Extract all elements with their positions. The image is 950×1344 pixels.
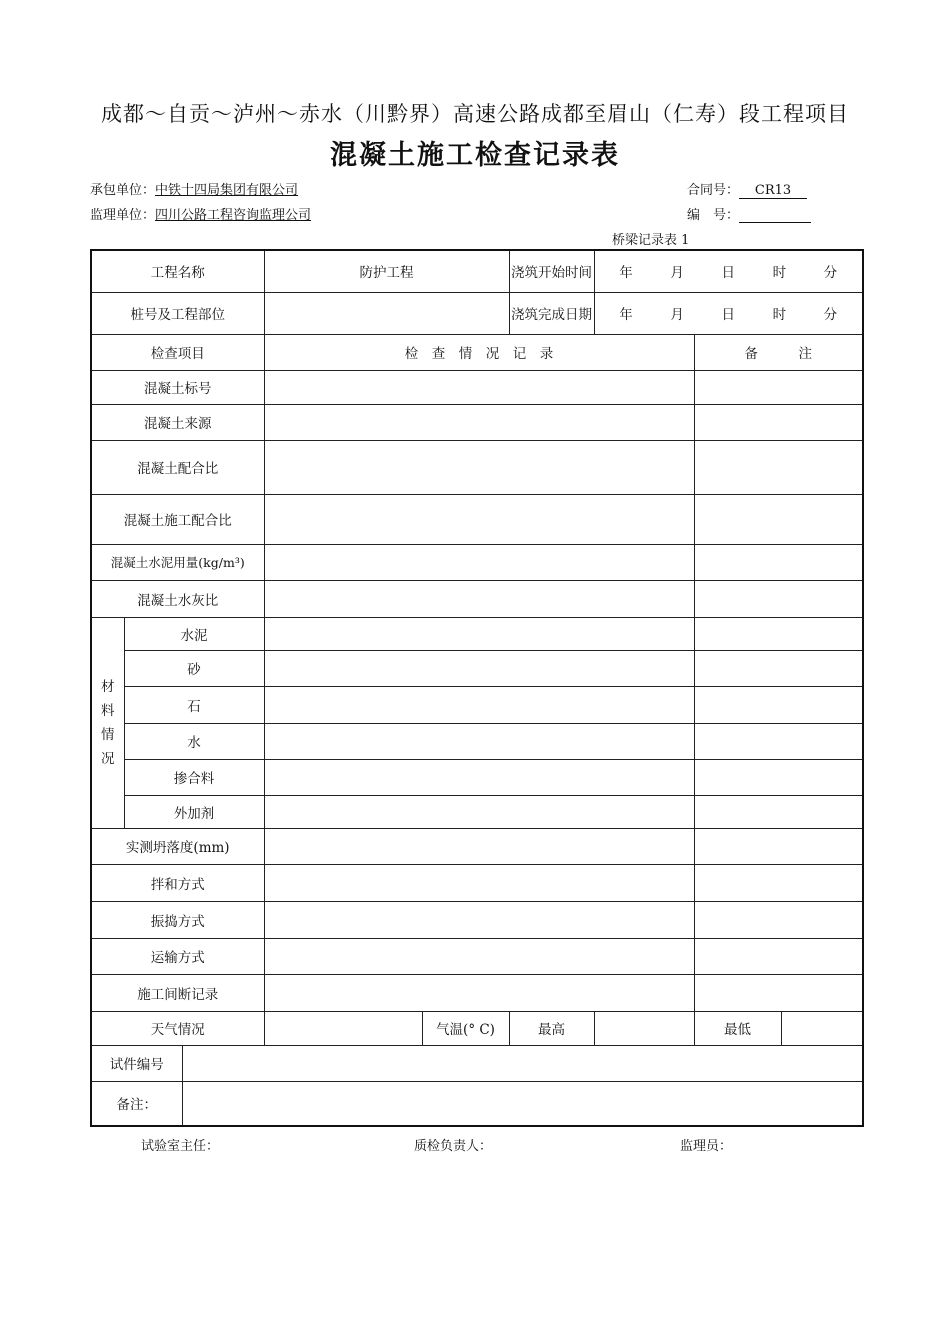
materials-char: 情 — [101, 726, 115, 743]
record-cell — [264, 938, 694, 974]
note-value — [182, 1081, 863, 1126]
date-unit-month: 月 — [670, 265, 684, 282]
contract-number: CR13 — [739, 183, 807, 199]
remark-cell — [694, 580, 863, 617]
number-field — [739, 207, 811, 223]
contractor-line — [90, 179, 298, 198]
date-unit-month: 月 — [670, 307, 684, 323]
specimen-row — [91, 1045, 863, 1081]
row-label: 混凝土水灰比 — [91, 580, 264, 617]
inspection-table — [90, 249, 864, 1127]
row-label: 混凝土施工配合比 — [91, 494, 264, 544]
record-cell — [264, 440, 694, 494]
pour-end-label: 浇筑完成日期 — [509, 292, 594, 334]
form-title: 混凝土施工检查记录表 — [330, 140, 620, 171]
remark-cell — [694, 759, 863, 795]
date-unit-day: 日 — [721, 307, 735, 323]
record-cell — [264, 580, 694, 617]
remark-cell — [694, 974, 863, 1011]
supervisor-line — [90, 204, 311, 223]
row-label: 混凝土配合比 — [91, 440, 264, 494]
supervisor-label: 监理单位： — [90, 208, 156, 223]
station-value — [264, 292, 509, 334]
note-row — [91, 1081, 863, 1126]
pour-start-label: 浇筑开始时间 — [509, 250, 594, 292]
specimen-label: 试件编号 — [91, 1045, 182, 1081]
check-item-header: 检查项目 — [91, 334, 264, 370]
row-label: 施工间断记录 — [91, 974, 264, 1011]
station-label: 桩号及工程部位 — [91, 292, 264, 334]
material-label: 外加剂 — [124, 795, 264, 828]
contractor-label: 承包单位： — [90, 183, 156, 198]
table-row — [91, 864, 863, 901]
row-label: 实测坍落度(mm) — [91, 828, 264, 864]
temperature-label: 气温(° C) — [422, 1011, 509, 1045]
record-cell — [264, 544, 694, 580]
pour-end-value — [594, 292, 863, 334]
contract-label: 合同号： — [687, 183, 740, 198]
materials-char: 况 — [101, 750, 115, 767]
row-label: 运输方式 — [91, 938, 264, 974]
max-temp-label: 最高 — [509, 1011, 594, 1045]
weather-value — [264, 1011, 422, 1045]
record-cell — [264, 864, 694, 901]
record-cell — [264, 723, 694, 759]
date-unit-year: 年 — [619, 265, 633, 282]
date-unit-day: 日 — [721, 265, 735, 282]
remark-cell — [694, 617, 863, 650]
max-temp-value — [594, 1011, 694, 1045]
material-label: 掺合料 — [124, 759, 264, 795]
material-label: 石 — [124, 686, 264, 723]
record-cell — [264, 650, 694, 686]
record-cell — [264, 901, 694, 938]
remark-cell — [694, 686, 863, 723]
contract-line — [687, 179, 807, 199]
number-line — [687, 204, 811, 223]
table-row — [91, 974, 863, 1011]
record-cell — [264, 494, 694, 544]
remark-cell — [694, 650, 863, 686]
remark-cell — [694, 544, 863, 580]
remark-cell — [694, 440, 863, 494]
table-row — [91, 580, 863, 617]
row-label: 混凝土标号 — [91, 370, 264, 404]
remark-cell — [694, 404, 863, 440]
date-unit-hour: 时 — [772, 265, 787, 282]
remark-cell — [694, 828, 863, 864]
table-row — [91, 650, 863, 686]
materials-group-label — [91, 617, 124, 828]
remark-cell — [694, 901, 863, 938]
row-label: 拌和方式 — [91, 864, 264, 901]
min-temp-label: 最低 — [694, 1011, 781, 1045]
table-row — [91, 686, 863, 723]
table-row — [91, 250, 863, 292]
pour-start-value — [594, 250, 863, 292]
record-cell — [264, 404, 694, 440]
table-row — [91, 901, 863, 938]
record-cell — [264, 686, 694, 723]
project-name-value: 防护工程 — [264, 250, 509, 292]
remark-cell — [694, 723, 863, 759]
materials-char: 料 — [101, 702, 115, 719]
remark-cell — [694, 494, 863, 544]
note-label: 备注： — [91, 1081, 182, 1126]
row-label: 振捣方式 — [91, 901, 264, 938]
weather-row — [91, 1011, 863, 1045]
table-row — [91, 617, 863, 650]
table-row — [91, 723, 863, 759]
qc-lead-signature: 质检负责人： — [414, 1139, 493, 1154]
date-unit-year: 年 — [619, 307, 633, 323]
record-header: 检 查 情 况 记 录 — [264, 334, 694, 370]
record-cell — [264, 617, 694, 650]
record-cell — [264, 759, 694, 795]
date-unit-hour: 时 — [772, 307, 787, 323]
remark-cell — [694, 795, 863, 828]
project-name-label: 工程名称 — [91, 250, 264, 292]
table-header-row — [91, 334, 863, 370]
supervisor-value: 四川公路工程咨询监理公司 — [155, 208, 312, 223]
table-row — [91, 938, 863, 974]
weather-label: 天气情况 — [91, 1011, 264, 1045]
material-label: 水泥 — [124, 617, 264, 650]
material-label: 水 — [124, 723, 264, 759]
table-row — [91, 494, 863, 544]
specimen-value — [182, 1045, 863, 1081]
table-row — [91, 440, 863, 494]
row-label: 混凝土来源 — [91, 404, 264, 440]
contractor-value: 中铁十四局集团有限公司 — [155, 183, 299, 198]
remark-header: 备 注 — [694, 334, 863, 370]
remark-cell — [694, 370, 863, 404]
material-label: 砂 — [124, 650, 264, 686]
table-row — [91, 370, 863, 404]
form-reference: 桥梁记录表 1 — [612, 233, 690, 248]
record-cell — [264, 795, 694, 828]
project-title: 成都～自贡～泸州～赤水（川黔界）高速公路成都至眉山（仁寿）段工程项目 — [101, 102, 849, 126]
table-row — [91, 759, 863, 795]
date-unit-minute: 分 — [823, 265, 838, 282]
supervisor-signature: 监理员： — [680, 1139, 733, 1154]
materials-char: 材 — [101, 678, 115, 695]
lab-director-signature: 试验室主任： — [141, 1139, 220, 1154]
min-temp-value — [781, 1011, 863, 1045]
record-cell — [264, 974, 694, 1011]
remark-cell — [694, 938, 863, 974]
table-row — [91, 404, 863, 440]
table-row — [91, 544, 863, 580]
table-row — [91, 828, 863, 864]
record-cell — [264, 370, 694, 404]
row-label: 混凝土水泥用量(kg/m³) — [91, 544, 264, 580]
table-row — [91, 292, 863, 334]
table-row — [91, 795, 863, 828]
date-unit-minute: 分 — [823, 307, 838, 323]
number-label: 编 号： — [687, 208, 740, 223]
record-cell — [264, 828, 694, 864]
remark-cell — [694, 864, 863, 901]
